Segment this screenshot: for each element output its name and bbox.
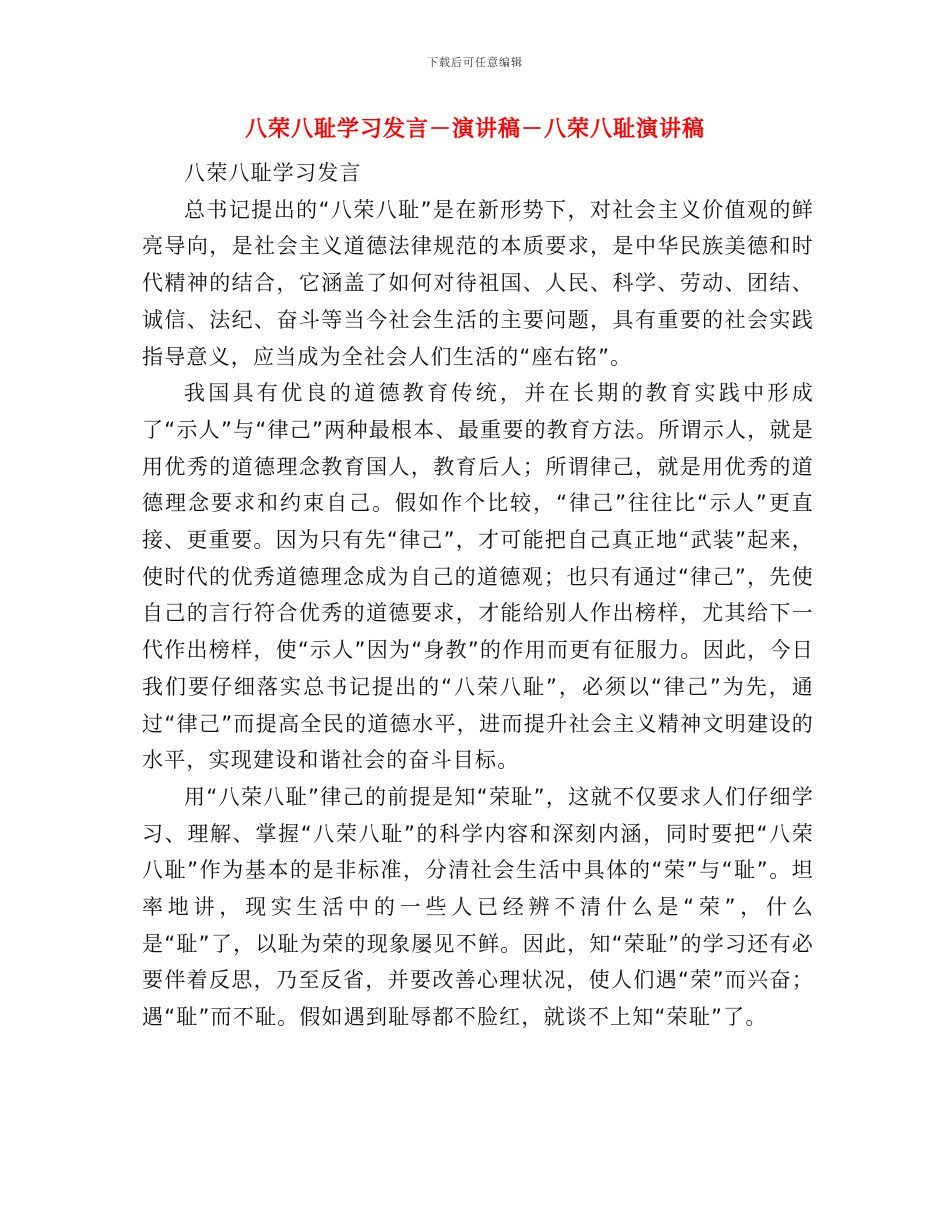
paragraph: 用“八荣八耻”律己的前提是知“荣耻”，这就不仅要求人们仔细学习、理解、掌握“八荣八耻”的科学内容和深刻内涵，同时要把“八荣八耻”作为基本的是非标准，分清社会生活中具体的“荣”与“耻”。坦率地讲，现实生活中的一些人已经辨不清什么是“荣”，什么是“耻”了，以耻为荣的现象屡见不鲜。因此，知“荣耻”的学习还有必要伴着反思，乃至反省，并要改善心理状况，使人们遇“荣”而兴奋；遇“耻”而不耻。假如遇到耻辱都不脸红，就谈不上知“荣耻”了。 [142,784,814,1030]
document-title: 八荣八耻学习发言－演讲稿－八荣八耻演讲稿 [244,116,705,142]
paragraph: 八荣八耻学习发言 [184,161,362,185]
page-header: 下载后可任意编辑 [427,56,523,69]
paragraph: 我国具有优良的道德教育传统，并在长期的教育实践中形成了“示人”与“律己”两种最根本、最重要的教育方法。所谓示人，就是用优秀的道德理念教育国人，教育后人；所谓律己，就是用优秀的道德理念要求和约束自己。假如作个比较，“律己”往往比“示人”更直接、更重要。因为只有先“律己”，才可能把自己真正地“武装”起来，使时代的优秀道德理念成为自己的道德观；也只有通过“律己”，先使自己的言行符合优秀的道德要求，才能给别人作出榜样，尤其给下一代作出榜样，使“示人”因为“身教”的作用而更有征服力。因此，今日我们要仔细落实总书记提出的“八荣八耻”，必须以“律己”为先，通过“律己”而提高全民的道德水平，进而提升社会主义精神文明建设的水平，实现建设和谐社会的奋斗目标。 [142,381,814,773]
paragraph: 总书记提出的“八荣八耻”是在新形势下，对社会主义价值观的鲜亮导向，是社会主义道德法律规范的本质要求，是中华民族美德和时代精神的结合，它涵盖了如何对待祖国、人民、科学、劳动、团结、诚信、法纪、奋斗等当今社会生活的主要问题，具有重要的社会实践指导意义，应当成为全社会人们生活的“座右铭”。 [142,197,814,369]
document-body [142,155,814,1036]
